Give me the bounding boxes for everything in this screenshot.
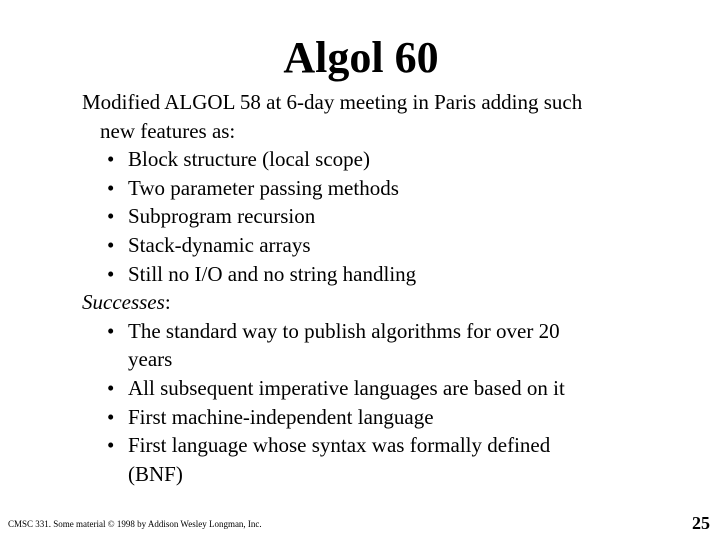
feature-item [82,231,682,260]
success-text: First machine-independent language [128,404,434,429]
feature-text: Two parameter passing methods [128,175,399,200]
success-text: All subsequent imperative languages are based on it [128,375,565,400]
successes-label: Successes [82,290,165,315]
page-number: 25 [692,513,710,533]
bullet-icon: • [107,375,115,400]
bullet-icon: • [107,175,115,200]
intro-line-1: Modified ALGOL 58 at 6-day meeting in Paris adding such [82,90,583,114]
success-text: First language whose syntax was formally defined [128,433,551,458]
feature-item [82,260,682,289]
feature-text: Still no I/O and no string handling [128,261,417,286]
feature-text: Stack-dynamic arrays [128,232,311,257]
bullet-icon: • [107,404,115,429]
feature-item [82,174,682,203]
feature-item [82,145,682,174]
success-item [82,317,682,346]
feature-item [82,202,682,231]
success-item [82,431,682,460]
bullet-icon: • [107,147,115,172]
successes-colon: : [164,290,171,315]
bullet-icon: • [107,261,115,286]
footer-copyright: CMSC 331. Some material © 1998 by Addison Wesley Longman, Inc. [8,519,262,529]
success-text: The standard way to publish algorithms for over 20 [128,318,560,343]
slide-title: Algol 60 [283,33,439,82]
feature-text: Block structure (local scope) [128,147,370,172]
intro-line-2: new features as: [100,118,236,143]
success-text-continued: years [128,347,173,372]
bullet-icon: • [107,232,115,257]
slide-body [82,88,682,488]
success-text-continued: (BNF) [128,461,183,486]
success-item [82,403,682,432]
bullet-icon: • [107,433,115,458]
feature-text: Subprogram recursion [128,204,316,229]
bullet-icon: • [107,204,115,229]
bullet-icon: • [107,318,115,343]
success-item [82,374,682,403]
successes-heading [82,288,682,317]
